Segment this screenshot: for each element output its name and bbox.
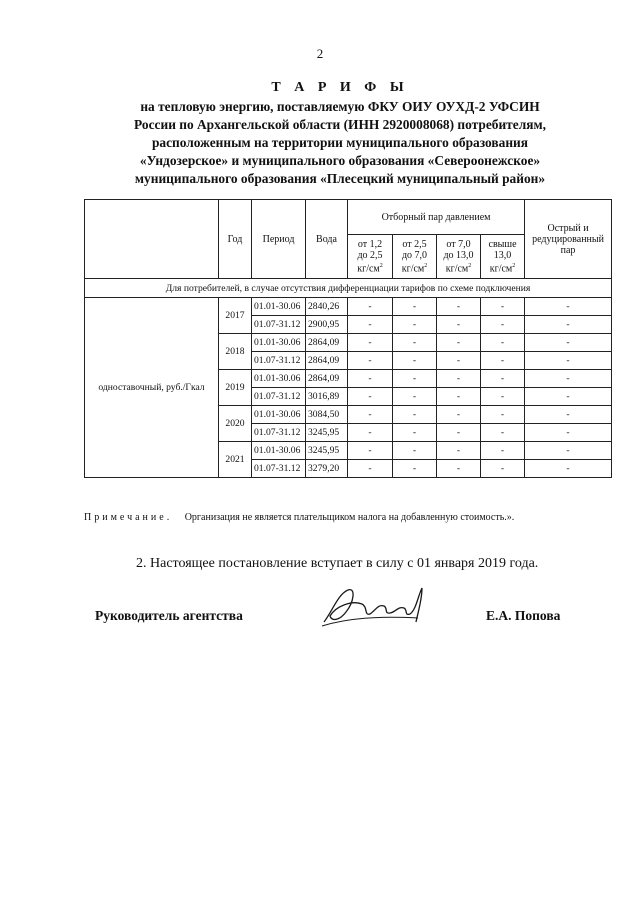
remark (84, 512, 614, 523)
header-pressure-2-exponent: 2 (424, 262, 428, 269)
pressure-1-tariff-cell: - (348, 316, 393, 334)
water-tariff-cell: 3245,95 (306, 442, 348, 460)
water-tariff-cell: 2900,95 (306, 316, 348, 334)
header-pressure-1-line1: от 1,2 (357, 238, 383, 250)
pressure-1-tariff-cell: - (348, 370, 393, 388)
document-title: Т А Р И Ф Ы (271, 80, 409, 95)
period-cell: 01.07-31.12 (252, 388, 306, 406)
pressure-2-tariff-cell: - (393, 388, 437, 406)
header-period: Период (252, 200, 306, 279)
water-tariff-cell: 3016,89 (306, 388, 348, 406)
pressure-4-tariff-cell: - (481, 316, 525, 334)
header-pressure-1 (348, 235, 393, 279)
pressure-1-tariff-cell: - (348, 424, 393, 442)
water-tariff-cell: 3084,50 (306, 406, 348, 424)
pressure-2-tariff-cell: - (393, 316, 437, 334)
subtitle-line: расположенным на территории муниципального образования (151, 135, 529, 150)
consumer-group-note: Для потребителей, в случае отсутствия дифференциации тарифов по схеме подключения (85, 279, 612, 298)
header-pressure-2 (393, 235, 437, 279)
subtitle-line: муниципального образования «Плесецкий муниципальный район» (134, 171, 546, 186)
remark-text: Организация не является плательщиком налога на добавленную стоимость.». (184, 512, 515, 523)
subtitle-line: на тепловую энергию, поставляемую ФКУ ОИУ ОУХД-2 УФСИН (140, 99, 540, 114)
period-cell: 01.01-30.06 (252, 334, 306, 352)
pressure-2-tariff-cell: - (393, 370, 437, 388)
effective-date-clause: 2. Настоящее постановление вступает в силу с 01 января 2019 года. (136, 556, 539, 571)
sharp-steam-tariff-cell: - (525, 370, 612, 388)
header-pressure-3-unit: кг/см (445, 263, 469, 275)
sharp-steam-tariff-cell: - (525, 406, 612, 424)
table-row (85, 298, 612, 316)
header-pressure-1-line2: до 2,5 (357, 249, 383, 261)
period-cell: 01.07-31.12 (252, 424, 306, 442)
header-pressure-2-line1: от 2,5 (402, 238, 427, 250)
period-cell: 01.07-31.12 (252, 460, 306, 478)
water-tariff-cell: 3245,95 (306, 424, 348, 442)
period-cell: 01.07-31.12 (252, 316, 306, 334)
year-cell: 2021 (219, 442, 252, 478)
year-cell: 2020 (219, 406, 252, 442)
pressure-3-tariff-cell: - (437, 442, 481, 460)
pressure-3-tariff-cell: - (437, 316, 481, 334)
header-pressure-3-line1: от 7,0 (446, 238, 471, 250)
pressure-3-tariff-cell: - (437, 298, 481, 316)
period-cell: 01.01-30.06 (252, 406, 306, 424)
pressure-2-tariff-cell: - (393, 298, 437, 316)
pressure-2-tariff-cell: - (393, 460, 437, 478)
subtitle-line: «Ундозерское» и муниципального образования «Североонежское» (139, 153, 541, 168)
pressure-3-tariff-cell: - (437, 334, 481, 352)
header-year: Год (219, 200, 252, 279)
pressure-4-tariff-cell: - (481, 370, 525, 388)
water-tariff-cell: 2840,26 (306, 298, 348, 316)
header-pressure-4-exponent: 2 (512, 262, 516, 269)
period-cell: 01.07-31.12 (252, 352, 306, 370)
period-cell: 01.01-30.06 (252, 298, 306, 316)
pressure-4-tariff-cell: - (481, 424, 525, 442)
year-cell: 2017 (219, 298, 252, 334)
pressure-1-tariff-cell: - (348, 334, 393, 352)
pressure-1-tariff-cell: - (348, 406, 393, 424)
tariff-type-label: одноставочный, руб./Гкал (85, 298, 219, 478)
signer-role: Руководитель агентства (95, 608, 243, 623)
sharp-steam-tariff-cell: - (525, 424, 612, 442)
header-sharp-steam: Острый и редуцированный пар (525, 200, 612, 279)
document-title-block (60, 80, 620, 188)
handwritten-signature (318, 582, 438, 632)
water-tariff-cell: 2864,09 (306, 352, 348, 370)
period-cell: 01.01-30.06 (252, 442, 306, 460)
header-pressure-1-unit: кг/см (357, 263, 380, 275)
header-water: Вода (306, 200, 348, 279)
pressure-3-tariff-cell: - (437, 370, 481, 388)
header-steam-group: Отборный пар давлением (348, 200, 525, 235)
signer-name: Е.А. Попова (486, 608, 561, 623)
pressure-4-tariff-cell: - (481, 298, 525, 316)
sharp-steam-tariff-cell: - (525, 388, 612, 406)
pressure-1-tariff-cell: - (348, 388, 393, 406)
pressure-4-tariff-cell: - (481, 406, 525, 424)
pressure-2-tariff-cell: - (393, 424, 437, 442)
header-pressure-4-line2: 13,0 (493, 249, 512, 261)
header-pressure-4-line1: свыше (488, 238, 517, 250)
remark-label: Примечание. (84, 512, 173, 523)
pressure-2-tariff-cell: - (393, 352, 437, 370)
sharp-steam-tariff-cell: - (525, 352, 612, 370)
year-cell: 2018 (219, 334, 252, 370)
water-tariff-cell: 3279,20 (306, 460, 348, 478)
pressure-3-tariff-cell: - (437, 406, 481, 424)
year-cell: 2019 (219, 370, 252, 406)
header-empty-cell (85, 200, 219, 279)
pressure-1-tariff-cell: - (348, 460, 393, 478)
pressure-2-tariff-cell: - (393, 334, 437, 352)
pressure-3-tariff-cell: - (437, 424, 481, 442)
pressure-4-tariff-cell: - (481, 388, 525, 406)
tariff-table (84, 199, 612, 478)
pressure-3-tariff-cell: - (437, 460, 481, 478)
sharp-steam-tariff-cell: - (525, 334, 612, 352)
pressure-4-tariff-cell: - (481, 334, 525, 352)
header-pressure-3-line2: до 13,0 (443, 249, 474, 261)
water-tariff-cell: 2864,09 (306, 334, 348, 352)
header-pressure-2-line2: до 7,0 (401, 249, 428, 261)
pressure-1-tariff-cell: - (348, 352, 393, 370)
page-number: 2 (316, 46, 324, 61)
pressure-4-tariff-cell: - (481, 460, 525, 478)
header-pressure-4-unit: кг/см (489, 263, 513, 275)
pressure-3-tariff-cell: - (437, 388, 481, 406)
header-pressure-4 (481, 235, 525, 279)
pressure-4-tariff-cell: - (481, 352, 525, 370)
pressure-1-tariff-cell: - (348, 298, 393, 316)
period-cell: 01.01-30.06 (252, 370, 306, 388)
header-pressure-3-exponent: 2 (468, 262, 472, 269)
sharp-steam-tariff-cell: - (525, 316, 612, 334)
sharp-steam-tariff-cell: - (525, 442, 612, 460)
header-pressure-2-unit: кг/см (401, 263, 425, 275)
pressure-3-tariff-cell: - (437, 352, 481, 370)
subtitle-line: России по Архангельской области (ИНН 2920008068) потребителям, (134, 117, 546, 132)
sharp-steam-tariff-cell: - (525, 460, 612, 478)
pressure-2-tariff-cell: - (393, 406, 437, 424)
header-pressure-1-exponent: 2 (379, 262, 383, 269)
pressure-2-tariff-cell: - (393, 442, 437, 460)
pressure-1-tariff-cell: - (348, 442, 393, 460)
water-tariff-cell: 2864,09 (306, 370, 348, 388)
header-pressure-3 (437, 235, 481, 279)
pressure-4-tariff-cell: - (481, 442, 525, 460)
sharp-steam-tariff-cell: - (525, 298, 612, 316)
